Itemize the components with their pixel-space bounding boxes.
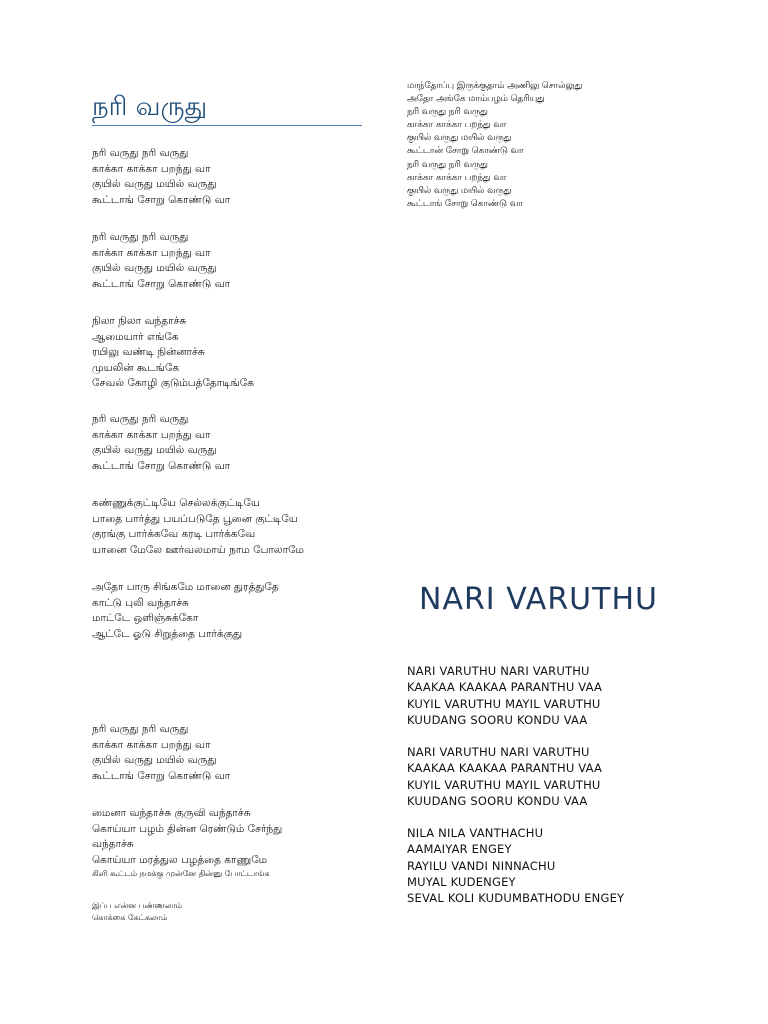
lyric-line: காக்கா காக்கா பறந்து வா (92, 162, 211, 175)
english-stanza-1 (407, 663, 602, 728)
lyric-line: குயில் வருது மயில் வருது (92, 754, 217, 766)
lyric-line: NILA NILA VANTHACHU (407, 826, 544, 840)
tamil-right-stanza (407, 80, 582, 211)
lyric-line: காட்டு புலி வந்தாச்சு (92, 596, 189, 609)
lyric-line: AAMAIYAR ENGEY (407, 842, 512, 857)
lyric-line: கூட்டாங் சோறு கொண்டு வா (92, 193, 231, 206)
lyric-line: நரி வருது நரி வருது (407, 107, 488, 118)
lyric-line: KUYIL VARUTHU MAYIL VARUTHU (407, 777, 601, 792)
lyric-line: காக்கா காக்கா பறந்து வா (407, 172, 507, 183)
lyric-line: SEVAL KOLI KUDUMBATHODU ENGEY (407, 891, 625, 906)
english-title: NARI VARUTHU (419, 582, 658, 617)
lyric-line: NARI VARUTHU NARI VARUTHU (407, 745, 590, 759)
tamil-stanza-7 (92, 722, 230, 784)
lyric-line: KAAKAA KAAKAA PARANTHU VAA (407, 680, 603, 695)
lyric-line: பாதை பார்த்து பயப்படுதே பூனை குட்டியே (92, 512, 298, 525)
lyric-line: குயில் வருது மயில் வருது (92, 178, 217, 190)
lyric-line: KUUDANG SOORU KONDU VAA (407, 712, 588, 727)
lyric-line: RAYILU VANDI NINNACHU (407, 858, 556, 873)
lyric-line: இப்ப என்ன பண்ணலாம் (92, 901, 183, 910)
lyric-line: நரி வருது நரி வருது (92, 413, 189, 425)
lyric-line: கூட்டான் சோறு கொண்டு வா (407, 146, 524, 157)
tamil-small-stanza-1 (92, 868, 270, 880)
tamil-stanza-6 (92, 580, 279, 642)
lyric-line: கூட்டாங் சோறு கொண்டு வா (407, 198, 523, 209)
lyric-line: காக்கா காக்கா பறந்து வா (92, 246, 211, 259)
lyric-line: கிளி கூட்டம் நமக்கு முன்னே தின்னு போட்டாங்க (92, 869, 270, 878)
lyric-line: கொய்யா பழம் தின்ன ரெண்டும் சேர்ந்து (92, 822, 283, 835)
tamil-stanza-3 (92, 314, 254, 392)
lyric-line: அதோ அங்கே மாம்பழம் தெரியுது (407, 94, 545, 105)
tamil-stanza-8 (92, 806, 282, 868)
lyric-line: காக்கா காக்கா பறந்து வா (92, 738, 211, 751)
lyric-line: காக்கா காக்கா பறந்து வா (407, 120, 507, 131)
lyric-line: கூட்டாங் சோறு கொண்டு வா (92, 277, 231, 290)
lyric-line: கொய்யா மரத்துல பழத்தை காணுமே (92, 853, 268, 866)
lyric-line: KUYIL VARUTHU MAYIL VARUTHU (407, 696, 601, 711)
lyric-line: KAAKAA KAAKAA PARANTHU VAA (407, 761, 603, 776)
lyric-line: குயில் வருது மயில் வருது (407, 185, 512, 196)
lyric-line: MUYAL KUDENGEY (407, 874, 516, 889)
lyric-line: நரி வருது நரி வருது (92, 231, 189, 243)
tamil-title: நரி வருது (92, 92, 208, 122)
lyric-line: சேவல் கோழி குடும்பத்தோடிங்கே (92, 377, 254, 389)
lyric-line: KUUDANG SOORU KONDU VAA (407, 793, 588, 808)
lyric-line: ரயிலு வண்டி நின்னாச்சு (92, 346, 205, 358)
tamil-stanza-5 (92, 496, 304, 558)
lyric-line: கூட்டாங் சோறு கொண்டு வா (92, 459, 231, 472)
title-underline (92, 125, 362, 126)
lyric-line: நரி வருது நரி வருது (92, 147, 189, 159)
lyric-line: வந்தாச்சு (92, 838, 134, 850)
lyric-line: முயலின் கூடங்கே (92, 361, 180, 374)
tamil-small-stanza-2 (92, 900, 182, 924)
lyric-line: நரி வருது நரி வருது (92, 723, 189, 735)
english-stanza-3 (407, 825, 624, 906)
lyric-line: நரி வருது நரி வருது (407, 159, 488, 170)
lyric-line: காக்கா காக்கா பறந்து வா (92, 428, 211, 441)
lyric-line: மைனா வந்தாச்சு குருவி வந்தாச்சு (92, 807, 251, 819)
lyric-line: அதோ பாரு சிங்கமே மானை துரத்துதே (92, 581, 279, 593)
lyric-line: ஆட்டே ஓடு சிறுத்தை பார்க்குது (92, 627, 243, 640)
lyric-line: மாட்டே ஒளிஞ்சுக்கோ (92, 612, 199, 624)
tamil-stanza-2 (92, 230, 230, 292)
lyric-line: கூட்டாங் சோறு கொண்டு வா (92, 769, 231, 782)
english-stanza-2 (407, 744, 602, 809)
lyric-line: கொக்கை கேட்கலாம் (92, 913, 168, 922)
tamil-stanza-1 (92, 146, 230, 208)
lyric-line: யானை மேலே ஊர்வலமாய் நாம போலாமே (92, 543, 304, 556)
lyric-line: கண்ணுக்குட்டியே செல்லக்குட்டியே (92, 497, 260, 509)
tamil-stanza-4 (92, 412, 230, 474)
lyric-line: நிலா நிலா வந்தாச்சு (92, 315, 187, 327)
lyric-line: NARI VARUTHU NARI VARUTHU (407, 664, 590, 678)
lyric-line: குயில் வருது மயில் வருது (407, 133, 512, 144)
lyric-line: குயில் வருது மயில் வருது (92, 444, 217, 456)
lyric-line: மாந்தோப்பு இருக்குதாம் அணிலு சொல்லுது (407, 81, 583, 91)
lyric-line: குயில் வருது மயில் வருது (92, 262, 217, 274)
lyric-line: ஆமையார் எங்கே (92, 330, 179, 343)
lyric-line: குரங்கு பார்க்கவே கரடி பார்க்கவே (92, 528, 256, 540)
